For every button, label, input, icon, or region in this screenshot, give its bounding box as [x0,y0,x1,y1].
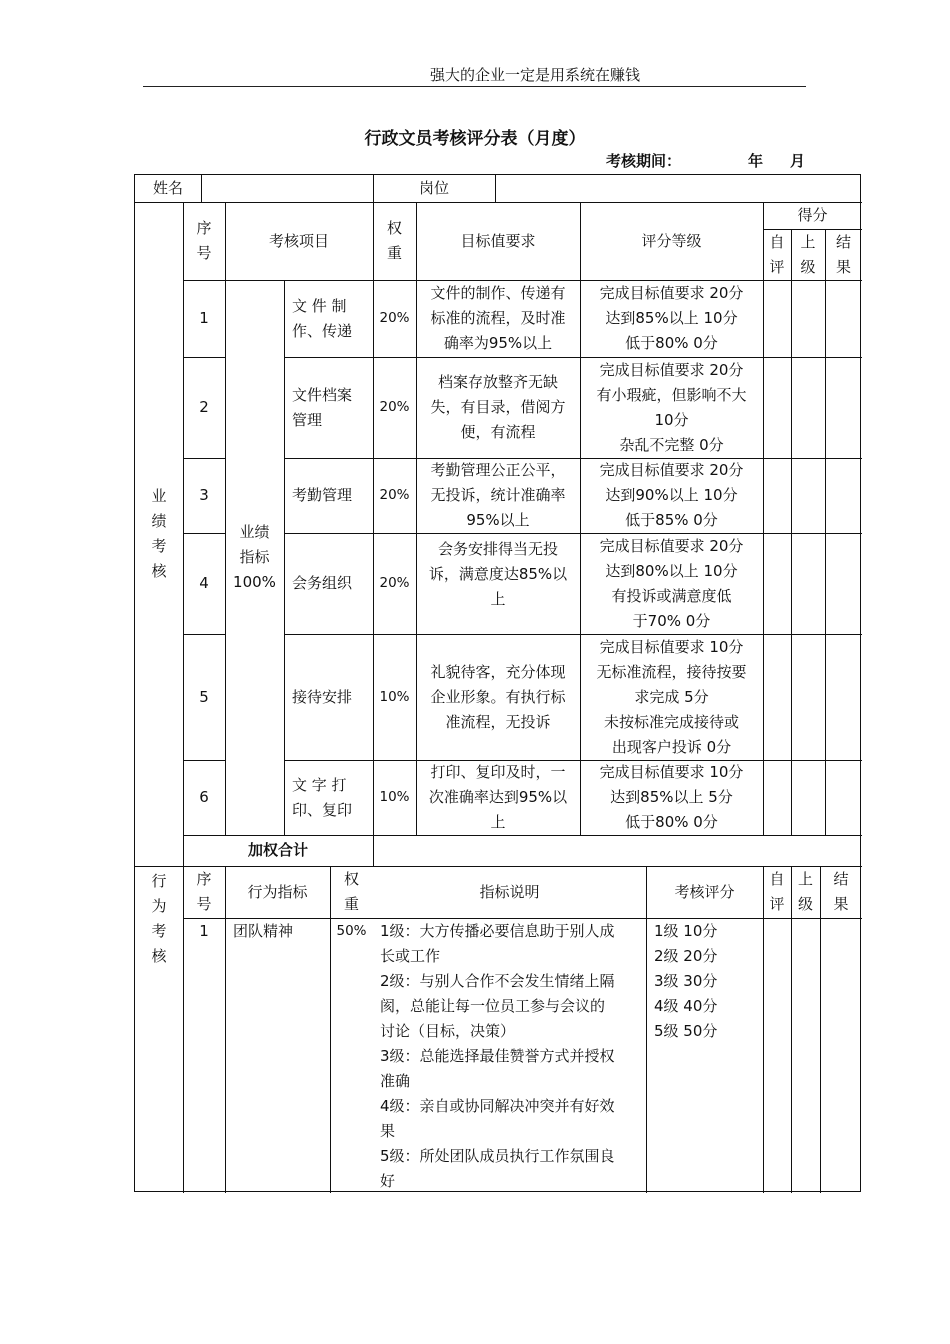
perf-header-self: 自 评 [769,232,785,276]
perf-indicator: 业绩 指标 100% [233,523,276,591]
perf-row-weight: 20% [379,575,410,591]
position-label: 岗位 [418,179,449,197]
perf-section-label: 业 绩 考 核 [151,487,167,580]
perf-row-no: 5 [199,687,209,706]
name-field[interactable] [201,175,373,202]
perf-row-no: 1 [199,309,209,327]
behavior-header-superior: 上 级 [797,870,813,913]
behavior-header-desc: 指标说明 [479,882,540,901]
perf-header-grade: 评分等级 [641,231,702,250]
perf-header-weight: 权 重 [386,219,402,262]
perf-header-target: 目标值要求 [460,231,536,250]
perf-row-item: 会务组织 [292,574,353,592]
behavior-row-desc: 1级：大方传播必要信息助于别人成 长或工作 2级：与别人合作不会发生情绪上隔 阂，总能让每一位员工参与会议的 讨论（目标，决策） 3级：总能选择最佳赞誉方式并授权 准确 4级：亲自或协同解决冲突并有好效 果 5级：所处团队成员执行工作氛围良 好 [380,922,615,1190]
weighted-total-label: 加权合计 [247,841,308,859]
perf-row-no: 4 [199,574,209,592]
perf-row-target: 文件的制作、传递有 标准的流程，及时准 确率为95%以上 [430,284,566,352]
name-label: 姓名 [152,179,183,197]
perf-row-target: 会务安排得当无投 诉，满意度达85%以 上 [428,540,568,608]
behavior-header-score: 考核评分 [674,882,735,901]
behavior-header-result: 结 果 [833,870,849,913]
perf-header-item: 考核项目 [268,231,329,250]
perf-row-grade: 完成目标值要求 20分 有小瑕疵，但影响不大 10分 杂乱不完整 0分 [596,360,747,454]
header-divider [143,86,806,87]
behavior-row-no: 1 [199,922,209,940]
period-year: 年 [748,152,764,170]
header-slogan: 强大的企业一定是用系统在赚钱 [430,66,641,84]
perf-row-grade: 完成目标值要求 20分 达到85%以上 10分 低于80% 0分 [599,284,744,352]
perf-row-weight: 20% [379,487,410,503]
behavior-header-weight: 权 重 [343,870,359,913]
perf-row-grade: 完成目标值要求 20分 达到80%以上 10分 有投诉或满意度低 于70% 0分 [599,536,744,630]
perf-row-no: 2 [199,398,209,416]
perf-row-target: 档案存放整齐无缺 失，有目录，借阅方 便，有流程 [430,373,566,441]
perf-row-item: 考勤管理 [292,486,353,504]
perf-row-weight: 20% [379,310,410,326]
grid-line [284,280,285,835]
behavior-row-indicator: 团队精神 [233,922,294,940]
perf-row-item: 文 件 制 作、传递 [292,296,353,340]
page-title: 行政文员考核评分表（月度） [364,129,586,149]
grid-line [825,229,826,835]
perf-row-item: 文件档案 管理 [292,385,353,429]
perf-row-item: 接待安排 [292,687,353,706]
grid-line [791,229,792,835]
behavior-section-label: 行 为 考 核 [151,872,167,965]
perf-row-no: 6 [199,788,209,806]
behavior-row-weight: 50% [336,923,367,939]
period-label: 考核期间： [606,152,682,170]
grid-line [763,202,764,835]
perf-row-target: 礼貌待客，充分体现 企业形象。有执行标 准流程，无投诉 [430,662,566,731]
perf-row-weight: 10% [379,789,410,805]
perf-row-target: 打印、复印及时，一 次准确率达到95%以 上 [428,763,568,831]
perf-row-no: 3 [199,486,209,504]
behavior-header-self: 自 评 [769,870,785,913]
perf-row-target: 考勤管理公正公平， 无投诉，统计准确率 95%以上 [430,461,566,529]
position-field[interactable] [495,175,862,202]
perf-header-result: 结 果 [835,232,851,276]
perf-row-weight: 20% [379,399,410,415]
perf-row-grade: 完成目标值要求 10分 无标准流程，接待按要 求完成 5分 未按标准完成接待或 出现客户投诉 0分 [596,637,747,756]
perf-row-weight: 10% [379,688,410,705]
perf-row-item: 文 字 打 印、复印 [292,775,353,819]
perf-header-no: 序 号 [196,219,212,262]
behavior-header-indicator: 行为指标 [247,882,308,901]
period-month: 月 [790,152,806,170]
perf-header-superior: 上 级 [800,232,816,276]
assessment-table [134,174,861,1192]
perf-row-grade: 完成目标值要求 10分 达到85%以上 5分 低于80% 0分 [599,763,744,831]
behavior-header-no: 序 号 [196,870,212,913]
perf-header-score: 得分 [797,206,828,224]
behavior-row-score: 1级 10分 2级 20分 3级 30分 4级 40分 5级 50分 [654,922,718,1040]
perf-row-grade: 完成目标值要求 20分 达到90%以上 10分 低于85% 0分 [599,461,744,529]
